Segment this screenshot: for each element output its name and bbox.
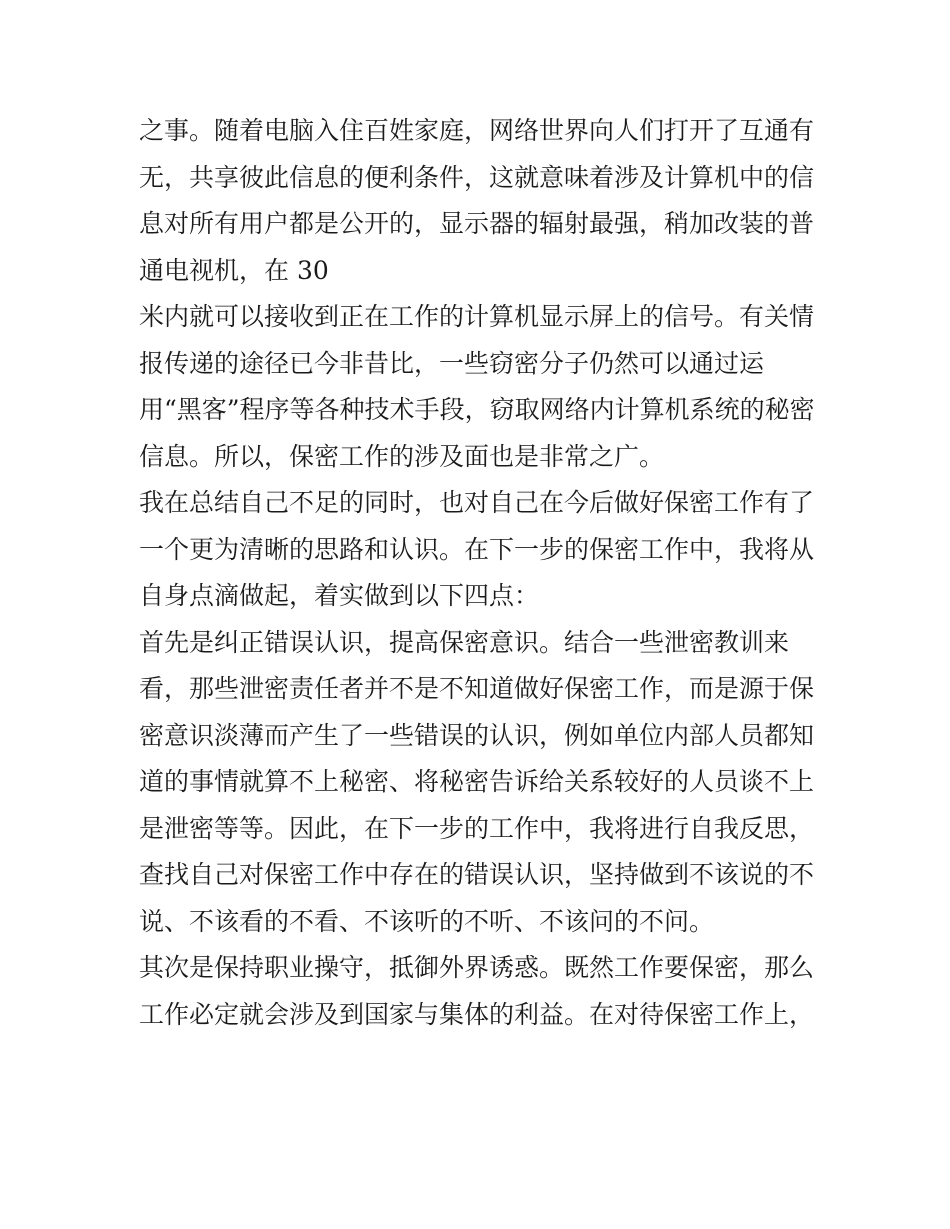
text-line: 之事。随着电脑入住百姓家庭，网络世界向人们打开了互通有: [139, 116, 815, 145]
text-line: 用“黑客”程序等各种技术手段，窃取网络内计算机系统的秘密: [139, 395, 815, 424]
text-line: 道的事情就算不上秘密、将秘密告诉给关系较好的人员谈不上: [139, 767, 815, 796]
text-line: 通电视机，在 30: [139, 255, 329, 285]
text-line: 是泄密等等。因此，在下一步的工作中，我将进行自我反思，: [139, 813, 815, 843]
text-line: 我在总结自己不足的同时，也对自己在今后做好保密工作有了: [139, 488, 815, 517]
document-body: [139, 108, 819, 1038]
text-line: 其次是保持职业操守，抵御外界诱惑。既然工作要保密，那么: [139, 953, 815, 982]
text-line: 查找自己对保密工作中存在的错误认识，坚持做到不该说的不: [139, 860, 815, 889]
text-line: 报传递的途径已今非昔比，一些窃密分子仍然可以通过运: [139, 348, 765, 378]
text-line: 无，共享彼此信息的便利条件，这就意味着涉及计算机中的信: [139, 162, 815, 192]
text-line: 密意识淡薄而产生了一些错误的认识，例如单位内部人员都知: [139, 720, 815, 750]
text-line: 首先是纠正错误认识，提高保密意识。结合一些泄密教训来: [139, 627, 790, 657]
text-line: 信息。所以，保密工作的涉及面也是非常之广。: [139, 441, 665, 471]
text-line: 米内就可以接收到正在工作的计算机显示屏上的信号。有关情: [139, 302, 815, 331]
text-line: 一个更为清晰的思路和认识。在下一步的保密工作中，我将从: [139, 534, 815, 564]
text-line: 自身点滴做起，着实做到以下四点：: [139, 581, 540, 610]
text-line: 说、不该看的不看、不该听的不听、不该问的不问。: [139, 906, 715, 936]
text-line: 看，那些泄密责任者并不是不知道做好保密工作，而是源于保: [139, 674, 815, 703]
text-line: 工作必定就会涉及到国家与集体的利益。在对待保密工作上，: [139, 999, 815, 1029]
text-line: 息对所有用户都是公开的，显示器的辐射最强，稍加改装的普: [139, 209, 815, 238]
